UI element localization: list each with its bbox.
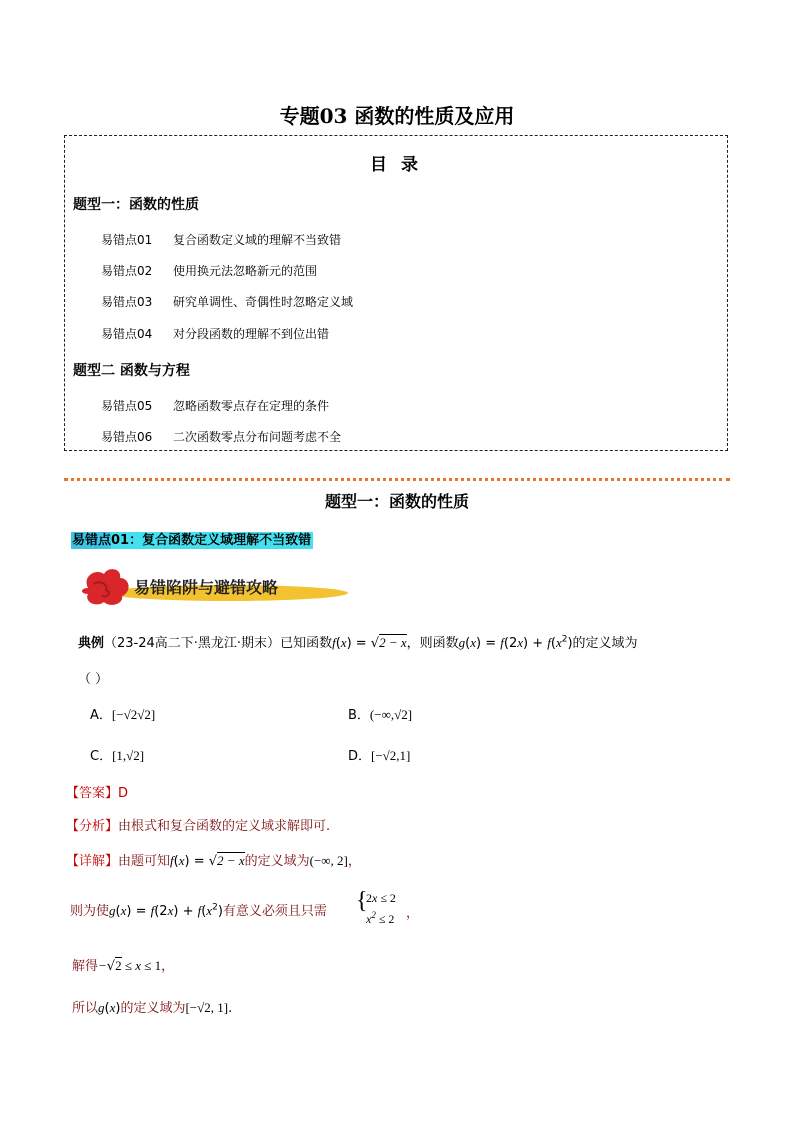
option-c[interactable]: C．[1,√2] <box>90 748 145 764</box>
toc-item-4[interactable]: 易错点04 对分段函数的理解不到位出错 <box>101 327 330 341</box>
section-divider <box>64 478 730 481</box>
table-of-contents <box>64 135 728 451</box>
system-comma: ， <box>406 906 420 921</box>
toc-section-2[interactable]: 题型二 函数与方程 <box>73 363 190 379</box>
option-b[interactable]: B．(−∞,√2] <box>348 707 413 723</box>
toc-item-5[interactable]: 易错点05 忽略函数零点存在定理的条件 <box>101 399 330 413</box>
example-stem: 典例（23-24高二下·黑龙江·期末）已知函数f(x) = √2 − x，则函数$g(x) = f(2x) + f(x^2)$的定义域为 <box>78 634 638 651</box>
banner-title: 易错陷阱与避错攻略 <box>134 578 279 597</box>
brace: { <box>356 888 368 914</box>
answer-tag: 【答案】 <box>66 786 119 801</box>
toc-heading: 目 录 <box>370 155 422 175</box>
answer-value: D <box>118 786 129 801</box>
toc-item-2[interactable]: 易错点02 使用换元法忽略新元的范围 <box>101 264 318 278</box>
example-label: 典例 <box>78 636 105 651</box>
system-eq-2: $x^2 \le 2$ <box>366 910 395 926</box>
system-eq-1: 2x ≤ 2 <box>366 891 396 905</box>
toc-item-3[interactable]: 易错点03 研究单调性、奇偶性时忽略定义域 <box>101 295 354 309</box>
toc-item-1[interactable]: 易错点01 复合函数定义域的理解不当致错 <box>101 233 342 247</box>
toc-item-6[interactable]: 易错点06 二次函数零点分布问题考虑不全 <box>101 430 342 444</box>
detail-line-1: 【详解】由题可知f(x) = √2 − x的定义域为(−∞, 2]， <box>66 853 361 869</box>
option-a[interactable]: A．[−√2√2] <box>90 707 156 723</box>
document-title: 专题03 函数的性质及应用 <box>279 104 515 128</box>
detail-line-4: 所以g(x)的定义域为[−√2, 1]. <box>72 1000 233 1016</box>
toc-section-1[interactable]: 题型一：函数的性质 <box>73 197 199 213</box>
section-title: 题型一：函数的性质 <box>324 492 469 511</box>
example-source: （23-24高二下·黑龙江·期末） <box>104 636 281 651</box>
option-d[interactable]: D．[−√2,1] <box>348 748 411 764</box>
detail-line-2: 则为使$g(x) = f(2x) + f(x^2)$有意义必须且只需 <box>70 902 327 919</box>
detail-line-3: 解得−√2 ≤ x ≤ 1， <box>72 958 175 974</box>
example-paren: （ ） <box>78 672 109 687</box>
analysis-line: 【分析】由根式和复合函数的定义域求解即可. <box>66 819 331 834</box>
error-point-tag: 易错点01：复合函数定义域理解不当致错 <box>72 533 312 548</box>
answer-line <box>66 782 128 801</box>
